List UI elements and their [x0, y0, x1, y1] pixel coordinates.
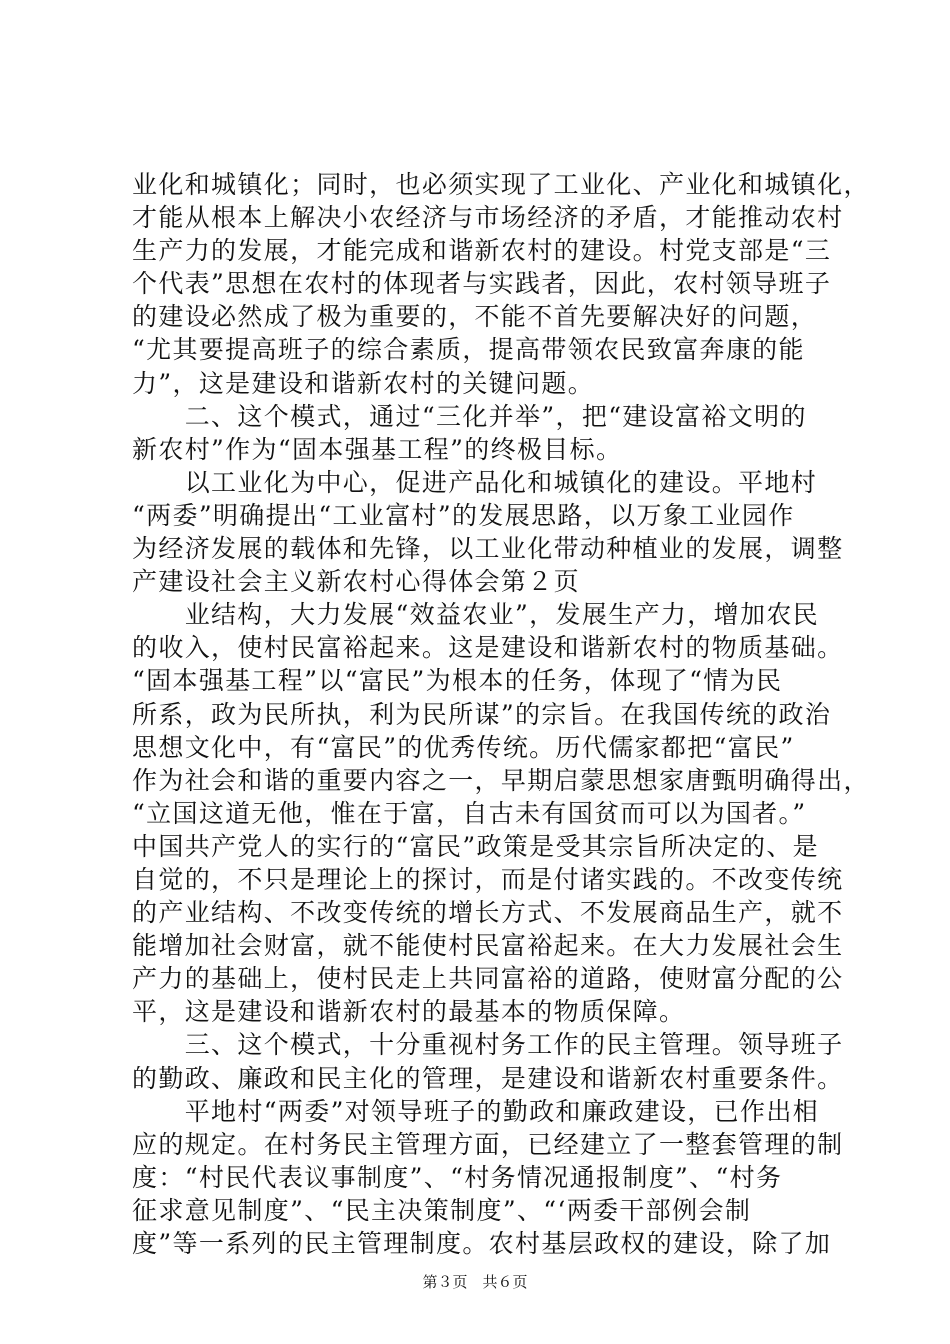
text-line: 的产业结构、不改变传统的增长方式、不发展商品生产，就不 [132, 898, 844, 928]
text-line: 思想文化中，有“富民”的优秀传统。历代儒家都把“富民” [132, 732, 795, 762]
text-line: 三、这个模式，十分重视村务工作的民主管理。领导班子 [132, 1030, 844, 1060]
text-line: 产力的基础上，使村民走上共同富裕的道路，使财富分配的公 [132, 964, 844, 994]
text-line: 平地村“两委”对领导班子的勤政和廉政建设，已作出相 [132, 1096, 820, 1126]
text-line: 力”，这是建设和谐新农村的关键问题。 [132, 368, 595, 398]
text-line: “尤其要提高班子的综合素质，提高带领农民致富奔康的能 [132, 335, 805, 365]
text-line: 度：“村民代表议事制度”、“村务情况通报制度”、“村务 [132, 1162, 783, 1192]
document-body [132, 168, 870, 1260]
text-line: 业化和城镇化；同时，也必须实现了工业化、产业化和城镇化， [132, 170, 870, 199]
text-line: 二、这个模式，通过“三化并举”，把“建设富裕文明的 [132, 401, 807, 431]
text-line: 能增加社会财富，就不能使村民富裕起来。在大力发展社会生 [132, 931, 844, 961]
text-line: 的收入，使村民富裕起来。这是建设和谐新农村的物质基础。 [132, 633, 844, 663]
text-line: “立国这道无他，惟在于富，自古未有国贫而可以为国者。” [132, 798, 807, 828]
text-line: 生产力的发展，才能完成和谐新农村的建设。村党支部是“三 [132, 236, 832, 266]
text-line: 中国共产党人的实行的“富民”政策是受其宗旨所决定的、是 [132, 831, 820, 861]
text-line: 应的规定。在村务民主管理方面，已经建立了一整套管理的制 [132, 1129, 844, 1159]
text-line: 征求意见制度”、“民主决策制度”、“‘两委干部例会制 [132, 1195, 752, 1225]
text-line: 的勤政、廉政和民主化的管理，是建设和谐新农村重要条件。 [132, 1063, 844, 1093]
text-line: 业结构，大力发展“效益农业”，发展生产力，增加农民 [132, 600, 820, 630]
text-line: 为经济发展的载体和先锋，以工业化带动种植业的发展，调整 [132, 534, 844, 564]
text-line: “固本强基工程”以“富民”为根本的任务，体现了“情为民 [132, 666, 783, 696]
text-line: “两委”明确提出“工业富村”的发展思路，以万象工业园作 [132, 500, 795, 530]
text-line: 作为社会和谐的重要内容之一，早期启蒙思想家唐甄明确得出， [132, 765, 870, 795]
text-line: 的建设必然成了极为重要的，不能不首先要解决好的问题， [132, 302, 818, 332]
page-footer [0, 1272, 950, 1292]
text-line: 以工业化为中心，促进产品化和城镇化的建设。平地村 [132, 467, 818, 497]
text-line: 自觉的，不只是理论上的探讨，而是付诸实践的。不改变传统 [132, 864, 844, 894]
text-line: 新农村”作为“固本强基工程”的终极目标。 [132, 434, 623, 464]
text-line: 平，这是建设和谐新农村的最基本的物质保障。 [132, 997, 686, 1027]
page-number: 第３页 共６页 [422, 1273, 528, 1291]
text-line: 个代表”思想在农村的体现者与实践者，因此，农村领导班子 [132, 269, 832, 299]
text-line: 度”等一系列的民主管理制度。农村基层政权的建设，除了加 [132, 1229, 832, 1258]
text-line: 产建设社会主义新农村心得体会第２页 [132, 567, 580, 597]
text-line: 才能从根本上解决小农经济与市场经济的矛盾，才能推动农村 [132, 203, 844, 233]
text-line: 所系，政为民所执，利为民所谋”的宗旨。在我国传统的政治 [132, 699, 832, 729]
